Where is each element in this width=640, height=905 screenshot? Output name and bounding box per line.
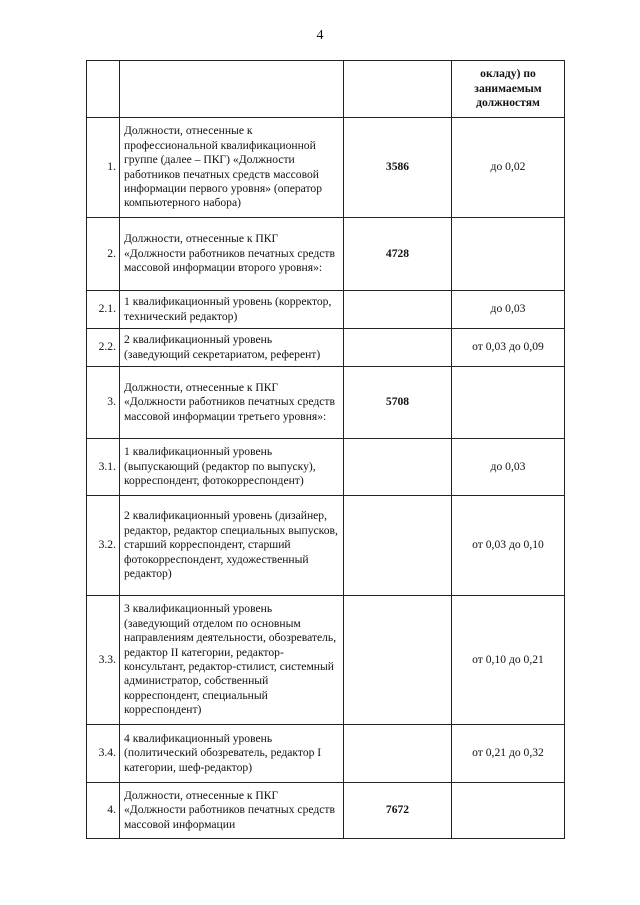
row-salary: 4728 [344, 218, 452, 291]
salary-table [86, 60, 565, 839]
row-salary [344, 496, 452, 596]
row-salary [344, 439, 452, 496]
row-salary: 7672 [344, 783, 452, 839]
table-row [87, 367, 565, 439]
row-coefficient: от 0,03 до 0,09 [452, 329, 565, 367]
row-number: 3.4. [87, 725, 120, 783]
row-coefficient [452, 783, 565, 839]
table-row [87, 118, 565, 218]
row-coefficient: до 0,02 [452, 118, 565, 218]
row-salary: 5708 [344, 367, 452, 439]
row-position: 1 квалификационный уровень (корректор, технический редактор) [120, 291, 344, 329]
header-salary-cell [344, 61, 452, 118]
page-number: 4 [316, 28, 324, 43]
row-coefficient: от 0,21 до 0,32 [452, 725, 565, 783]
row-position: 1 квалификационный уровень (выпускающий (редактор по выпуску), корреспондент, фотокорреспондент) [120, 439, 344, 496]
row-salary [344, 596, 452, 725]
table-row [87, 496, 565, 596]
row-position: 3 квалификационный уровень (заведующий отделом по основным направлениям деятельности, обозреватель, редактор II категории, редактор-консультант, редактор-стилист, системный администратор, собственный корреспондент, специальный корреспондент) [120, 596, 344, 725]
row-salary [344, 329, 452, 367]
table-row [87, 329, 565, 367]
row-number: 2.2. [87, 329, 120, 367]
row-number: 2.1. [87, 291, 120, 329]
row-number: 3. [87, 367, 120, 439]
row-position: Должности, отнесенные к ПКГ «Должности работников печатных средств массовой информации третьего уровня»: [120, 367, 344, 439]
row-position: 2 квалификационный уровень (дизайнер, редактор, редактор специальных выпусков, старший корреспондент, старший фотокорреспондент, художественный редактор) [120, 496, 344, 596]
row-position: Должности, отнесенные к ПКГ «Должности работников печатных средств массовой информации [120, 783, 344, 839]
row-position: Должности, отнесенные к ПКГ «Должности работников печатных средств массовой информации второго уровня»: [120, 218, 344, 291]
table-row [87, 783, 565, 839]
row-number: 2. [87, 218, 120, 291]
row-position: 2 квалификационный уровень (заведующий секретариатом, референт) [120, 329, 344, 367]
table-row [87, 218, 565, 291]
row-coefficient: до 0,03 [452, 439, 565, 496]
table-header-row [87, 61, 565, 118]
row-salary [344, 725, 452, 783]
header-position-cell [120, 61, 344, 118]
row-number: 1. [87, 118, 120, 218]
row-position: 4 квалификационный уровень (политический обозреватель, редактор I категории, шеф-редактор) [120, 725, 344, 783]
row-coefficient [452, 367, 565, 439]
row-coefficient: до 0,03 [452, 291, 565, 329]
row-position: Должности, отнесенные к профессиональной квалификационной группе (далее – ПКГ) «Должности работников печатных средств массовой информации первого уровня» (оператор компьютерного набора) [120, 118, 344, 218]
table-row [87, 725, 565, 783]
row-coefficient: от 0,10 до 0,21 [452, 596, 565, 725]
row-number: 3.2. [87, 496, 120, 596]
row-number: 3.1. [87, 439, 120, 496]
row-coefficient [452, 218, 565, 291]
row-number: 3.3. [87, 596, 120, 725]
table-row [87, 439, 565, 496]
table-row [87, 596, 565, 725]
table-row [87, 291, 565, 329]
header-num-cell [87, 61, 120, 118]
row-number: 4. [87, 783, 120, 839]
row-salary: 3586 [344, 118, 452, 218]
header-coef-cell: окладу) по занимаемым должностям [452, 61, 565, 118]
row-coefficient: от 0,03 до 0,10 [452, 496, 565, 596]
row-salary [344, 291, 452, 329]
